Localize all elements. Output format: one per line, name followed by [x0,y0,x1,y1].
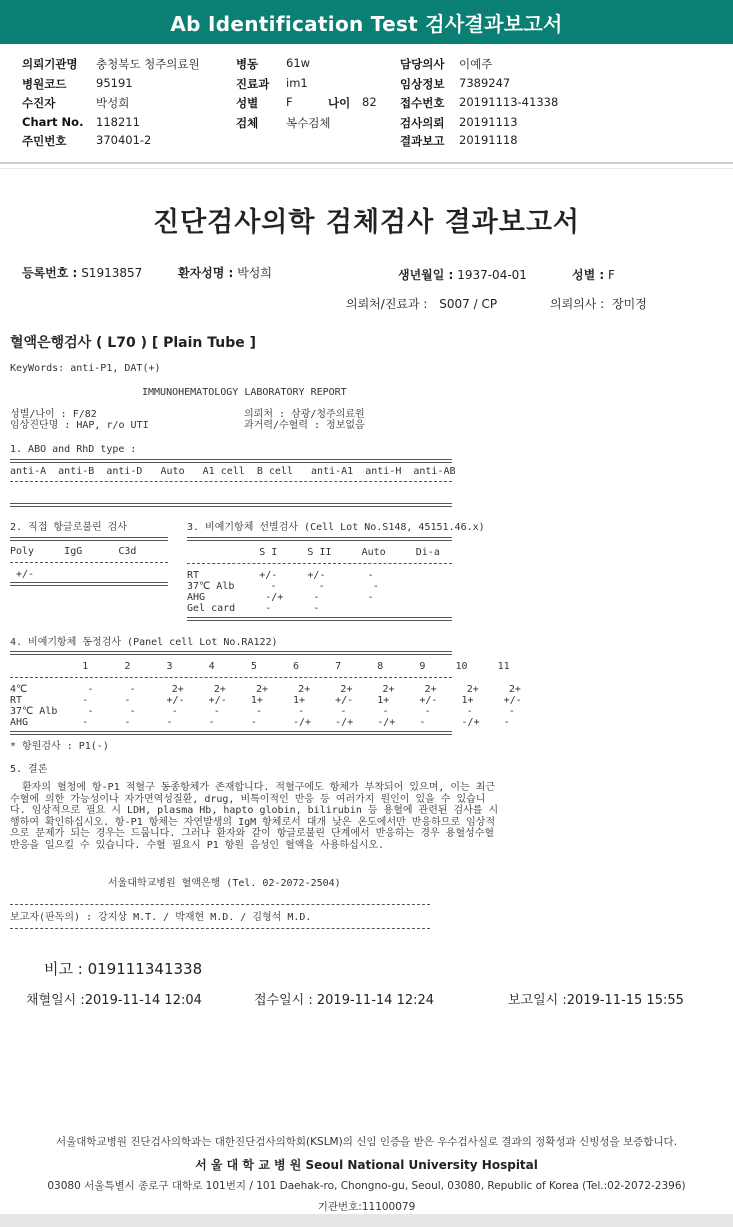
panel-row-37c: 37℃ Alb - - - - - - - - - - - [10,706,515,717]
screen-rule-bottom [187,617,452,621]
info-diagnosis: 임상진단명 : HAP, r/o UTI [10,420,149,431]
dob-label: 생년월일 : [398,268,454,282]
screen-row-37c: 37℃ Alb - - - [187,581,379,592]
dat-rule-mid [10,562,168,563]
screen-header: S I S II Auto Di-a [187,547,440,558]
reg-number-value: S1913857 [81,266,143,280]
institution-value: 충청북도 청주의료원 [96,57,200,71]
section-title: 혈액은행검사 ( L70 ) [ Plain Tube ] [10,335,257,351]
age-value: 82 [362,95,377,109]
request-label: 검사의뢰 [400,116,445,130]
institution-label: 의뢰기관명 [22,57,78,71]
hospcode-value: 95191 [96,76,133,90]
note-label: 비고 : [44,960,83,978]
header-divider-light [0,168,733,169]
request-value: 20191113 [459,115,518,129]
dat-rule-bottom [10,582,168,586]
physician-value: 이예주 [459,57,493,71]
header-divider [0,162,733,164]
patient-name-line [178,264,272,281]
report-subtitle: IMMUNOHEMATOLOGY LABORATORY REPORT [142,387,347,398]
document-title: 진단검사의학 검체검사 결과보고서 [152,207,581,238]
info-history: 과거력/수혈력 : 정보없음 [244,420,365,431]
panel-rule-mid [10,677,452,678]
dat-value: +/- [10,569,35,580]
collect-value: 2019-11-14 12:04 [84,993,202,1008]
screen-row-ahg: AHG -/+ - - [187,592,374,603]
reporter-line: 보고자(판독의) : 강지상 M.T. / 박재현 M.D. / 김형석 M.D. [10,912,312,923]
chart-value: 118211 [96,115,140,129]
reporter-rule-bottom [10,928,430,929]
ward-value: 61w [286,56,311,70]
physician-label: 담당의사 [400,57,445,71]
receive-label: 접수일시 : [254,993,313,1008]
footer-hospital: 서 울 대 학 교 병 원 Seoul National University Hospital [195,1158,538,1172]
panel-row-rt: RT - - +/- +/- 1+ 1+ +/- 1+ +/- 1+ +/- [10,695,522,706]
receive-line [254,989,434,1008]
footer-address: 03080 서울특별시 종로구 대학로 101번지 / 101 Daehak-ro, Chongno-gu, Seoul, 03080, Republic of Korea (Tel.:02-2072-2396) [47,1180,686,1192]
screen-row-gel: Gel card - - [187,603,320,614]
patient-value: 박성희 [96,96,130,110]
specimen-label: 검체 [236,116,259,130]
report-value: 20191118 [459,133,518,147]
patient-name-value: 박성희 [237,266,272,280]
hospcode-label: 병원코드 [22,77,67,91]
doctor-value: 장미정 [612,297,647,311]
screen-title: 3. 비예기항체 선별검사 (Cell Lot No.S148, 45151.46.x) [187,522,485,533]
reg-number-line [22,264,142,281]
clinical-value: 7389247 [459,76,511,90]
collect-label: 채혈일시 : [26,993,85,1008]
rrn-value: 370401-2 [96,133,152,147]
dept-label: 진료과 [236,77,270,91]
abo-title: 1. ABO and RhD type : [10,444,137,455]
panel-header: 1 2 3 4 5 6 7 8 9 10 11 [10,661,510,672]
reported-line [508,989,684,1008]
sex-info-label: 성별 : [572,268,605,282]
receipt-value: 20191113-41338 [459,95,559,109]
sex-info-value: F [608,268,615,282]
dept-info-label: 의뢰처/진료과 : [346,297,428,311]
dob-value: 1937-04-01 [457,268,527,282]
panel-rule-bottom [10,731,452,735]
bottom-strip [0,1214,733,1227]
info-referral: 의뢰처 : 삼광/청주의료원 [244,409,365,420]
dat-header: Poly IgG C3d [10,546,137,557]
receive-value: 2019-11-14 12:24 [316,993,435,1008]
doctor-line [550,295,647,312]
panel-title: 4. 비예기항체 동정검사 (Panel cell Lot No.RA122) [10,637,278,648]
panel-row-ahg: AHG - - - - - -/+ -/+ -/+ - -/+ - [10,717,510,728]
abo-rule-top [10,459,452,463]
patient-label: 수진자 [22,96,56,110]
abo-rule-bottom [10,503,452,507]
age-label: 나이 [328,96,351,110]
dob-line [398,266,527,283]
info-sexage: 성별/나이 : F/82 [10,409,97,420]
report-title-bar: Ab Identification Test 검사결과보고서 [0,0,733,44]
footer-org-code: 기관번호:11100079 [317,1201,416,1213]
panel-rule-top [10,651,452,655]
reg-number-label: 등록번호 : [22,266,78,280]
collect-line [26,989,202,1008]
bloodbank-contact: 서울대학교병원 혈액은행 (Tel. 02-2072-2504) [108,878,341,889]
dat-title: 2. 직접 항글로불린 검사 [10,522,128,533]
footer-certification: 서울대학교병원 진단검사의학과는 대한진단검사의학회(KSLM)의 신임 인증을 받은 우수검사실로 결과의 정확성과 신빙성을 보증합니다. [55,1136,678,1148]
screen-rule-mid [187,563,452,564]
abo-header: anti-A anti-B anti-D Auto A1 cell B cell anti-A1 anti-H anti-AB [10,466,456,477]
sex-line [572,266,615,283]
note-value: 019111341338 [87,960,203,978]
antigen-test: * 항원검사 : P1(-) [10,741,109,752]
sex-value: F [286,95,293,109]
reported-label: 보고일시 : [508,993,567,1008]
ward-label: 병동 [236,57,259,71]
keywords: KeyWords: anti-P1, DAT(+) [10,363,161,374]
sex-label: 성별 [236,96,259,110]
dat-rule-top [10,537,168,541]
patient-name-label: 환자성명 : [178,266,234,280]
screen-rule-top [187,537,452,541]
specimen-value: 복수검체 [286,116,331,130]
conclusion-text: 환자의 혈청에 항-P1 적혈구 동종항체가 존재합니다. 적혈구에도 항체가 부착되어 있으며, 이는 최근 수혈에 의한 가능성이나 자가면역성질환, drug, 비특이적인 반응 등 여러가지 원인이 있을 수 있습니다. 임상적으로 필요 시 LDH, plasma Hb, hapto globin, bilirubin 등 용혈에 관련된 검사를 시행하여 확인하십시오. 항-P1 항체는 자연발생의 IgM 항체로서 대개 낮은 온도에서만 반응하므로 임상적으로 문제가 되는 경우는 드뭅니다. 그러나 환자와 같이 항글로불린 단계에서 반응하는 경우 용혈성수혈반응을 일으킬 수 있습니다. 수혈 필요시 P1 항원 음성인 혈액을 사용하십시오. [10,782,499,851]
dept-info-value: S007 / CP [439,297,498,311]
reported-value: 2019-11-15 15:55 [566,993,684,1008]
rrn-label: 주민번호 [22,134,67,148]
dept-value: im1 [286,76,308,90]
receipt-label: 접수번호 [400,96,445,110]
clinical-label: 임상정보 [400,77,445,91]
note-line [44,958,202,979]
conclusion-title: 5. 결론 [10,764,48,775]
abo-rule-mid [10,481,452,482]
panel-row-4c: 4℃ - - 2+ 2+ 2+ 2+ 2+ 2+ 2+ 2+ 2+ [10,684,521,695]
report-label: 결과보고 [400,134,445,148]
reporter-rule-top [10,904,430,905]
dept-line [346,295,497,312]
doctor-label: 의뢰의사 : [550,297,605,311]
chart-label: Chart No. [22,115,84,129]
screen-row-rt: RT +/- +/- - [187,570,374,581]
